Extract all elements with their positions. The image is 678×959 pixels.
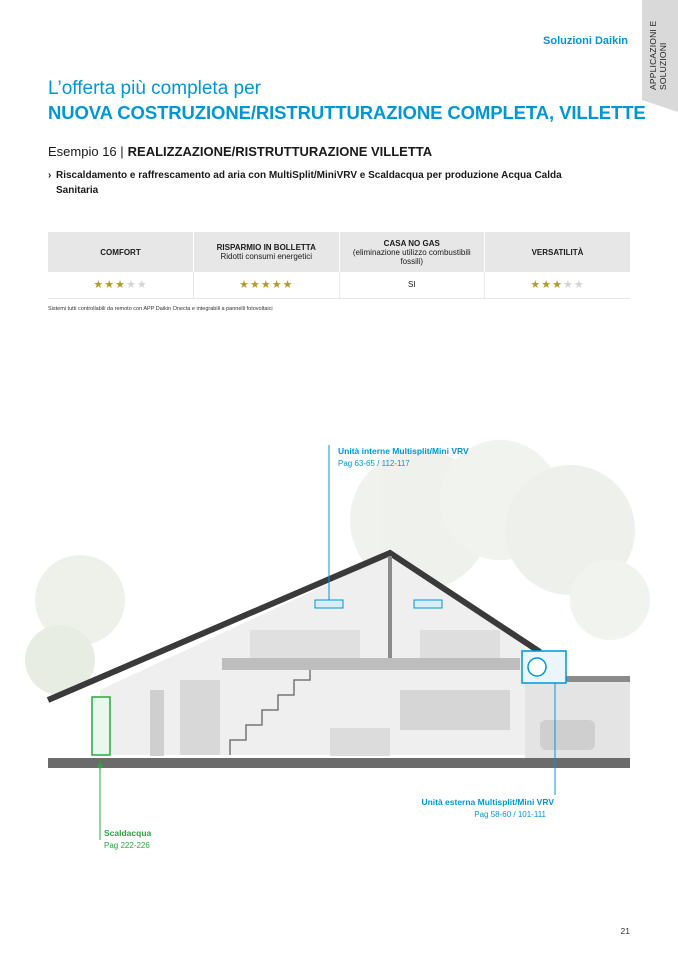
page-number: 21	[620, 926, 630, 936]
star-icon: ★	[239, 279, 250, 292]
example-title: REALIZZAZIONE/RISTRUTTURAZIONE VILLETTA	[127, 144, 433, 159]
page-title-line1: L’offerta più completa per	[48, 78, 262, 99]
star-icon: ★	[541, 279, 553, 292]
kitchen-cabinets	[400, 690, 510, 730]
footnote: Sistemi tutti controllabili da remoto con APP Daikin Onecta e integrabili a pannelli fotovoltaici	[48, 306, 273, 312]
star-icon: ★	[115, 279, 126, 292]
star-icon: ★	[530, 279, 542, 292]
description-line1: Riscaldamento e raffrescamento ad aria con MultiSplit/MiniVRV e Scaldacqua per produzione Acqua Calda	[56, 170, 562, 181]
metrics-header-title: CASA NO GAS	[383, 238, 440, 248]
heater-callout-dot	[98, 764, 103, 769]
water-heater	[92, 697, 110, 755]
outdoor-unit-fan	[528, 658, 546, 676]
divider	[388, 556, 392, 658]
indoor-callout-pages: Pag 63-65 / 112-117	[338, 459, 410, 468]
star-icon: ★	[282, 279, 294, 292]
metrics-header-title: COMFORT	[100, 247, 141, 257]
shower	[180, 680, 220, 755]
star-icon: ★	[271, 279, 283, 292]
casa-no-gas-value: SI	[339, 272, 485, 298]
star-icon: ★	[552, 279, 563, 292]
page-title-line2: NUOVA COSTRUZIONE/RISTRUTTURAZIONE COMPLETA, VILLETTE	[48, 102, 646, 123]
metrics-header-subtitle: (eliminazione utilizzo combustibili fossili)	[352, 247, 471, 266]
star-icon: ★	[104, 279, 116, 292]
star-icon: ★	[260, 279, 272, 292]
desk	[420, 630, 500, 658]
star-icon: ★	[249, 279, 261, 292]
indoor-unit-right	[414, 600, 442, 608]
metrics-header-title: VERSATILITÀ	[531, 247, 584, 257]
heater-callout-title: Scaldacqua	[104, 828, 152, 838]
indoor-callout-title: Unità interne Multisplit/Mini VRV	[338, 446, 469, 456]
star-icon: ★	[573, 279, 585, 292]
star-icon: ★	[93, 279, 105, 292]
metrics-header-subtitle: Ridotti consumi energetici	[220, 252, 313, 261]
metrics-header-title: RISPARMIO IN BOLLETTA	[216, 243, 316, 252]
indoor-unit-left	[315, 600, 343, 608]
outdoor-callout-pages: Pag 58-60 / 101-111	[474, 810, 546, 819]
star-icon: ★	[125, 279, 137, 292]
ground	[48, 758, 630, 768]
star-icon: ★	[136, 279, 148, 292]
section-tab-label: APPLICAZIONI E SOLUZIONI	[648, 20, 668, 90]
bed	[250, 630, 360, 658]
heater-callout-pages: Pag 222-226	[104, 841, 150, 850]
car	[540, 720, 595, 750]
dining-table	[330, 728, 390, 756]
upper-floor	[222, 658, 520, 670]
chevron-right-icon: ›	[48, 170, 52, 181]
brand-header: Soluzioni Daikin	[543, 35, 628, 47]
example-label: Esempio 16 |	[48, 144, 124, 159]
wall-partition	[150, 690, 164, 756]
description-line2: Sanitaria	[56, 185, 99, 196]
star-icon: ★	[562, 279, 574, 292]
outdoor-callout-title: Unità esterna Multisplit/Mini VRV	[421, 797, 554, 807]
